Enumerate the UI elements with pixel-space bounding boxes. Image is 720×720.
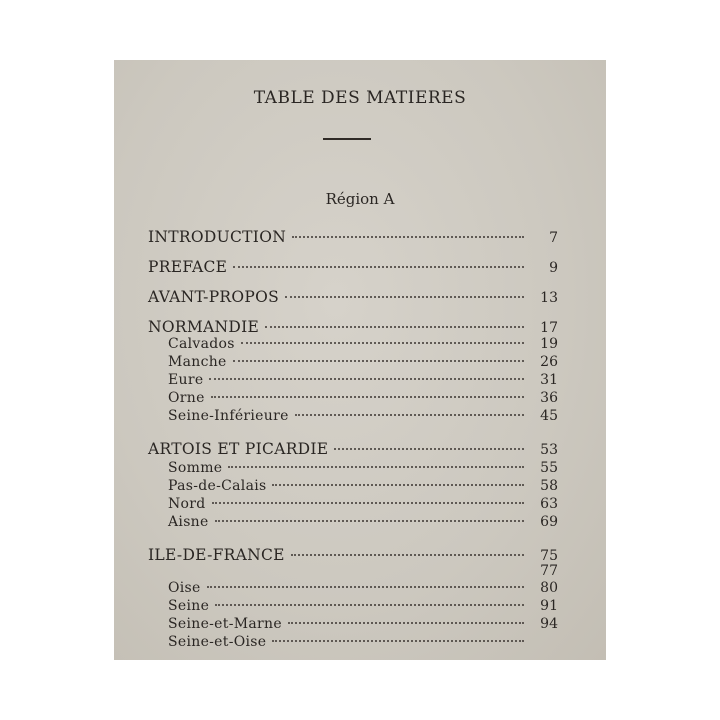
toc-entry-label: Somme bbox=[168, 460, 223, 476]
toc-page-number: 77 bbox=[540, 563, 558, 579]
toc-entry-label: Seine bbox=[168, 598, 210, 614]
toc-entry bbox=[148, 408, 558, 428]
toc-leader-dots bbox=[295, 414, 524, 416]
toc-page-number: 69 bbox=[540, 514, 558, 530]
toc-leader-dots bbox=[288, 622, 524, 624]
toc-leader-dots bbox=[265, 326, 524, 328]
toc-entry bbox=[148, 478, 558, 498]
toc-entry bbox=[148, 514, 558, 534]
toc-page-number: 45 bbox=[540, 408, 558, 424]
toc-page-number: 13 bbox=[540, 290, 558, 306]
toc-entry-label: AVANT-PROPOS bbox=[148, 288, 280, 306]
toc-page-number: 58 bbox=[540, 478, 558, 494]
toc-page-number: 36 bbox=[540, 390, 558, 406]
toc-entry-label: ILE-DE-FRANCE bbox=[148, 546, 285, 564]
toc-entry-label: Pas-de-Calais bbox=[168, 478, 267, 494]
toc-entry-label: Seine-et-Marne bbox=[168, 616, 282, 632]
toc-leader-dots bbox=[215, 520, 524, 522]
toc-entry bbox=[148, 598, 558, 618]
toc-page-number: 53 bbox=[540, 442, 558, 458]
toc-entry-label: Calvados bbox=[168, 336, 235, 352]
toc-leader-dots bbox=[207, 586, 524, 588]
toc-page-number: 7 bbox=[549, 230, 558, 246]
toc-entry-label: Oise bbox=[168, 580, 201, 596]
toc-leader-dots bbox=[233, 360, 524, 362]
toc-entry bbox=[148, 440, 558, 460]
toc-leader-dots bbox=[212, 502, 524, 504]
title-rule bbox=[323, 138, 371, 140]
toc-leader-dots bbox=[215, 604, 524, 606]
toc-page-number: 94 bbox=[540, 616, 558, 632]
toc-entry-label: NORMANDIE bbox=[148, 318, 260, 336]
toc-entry bbox=[148, 460, 558, 480]
toc-page-number: 31 bbox=[540, 372, 558, 388]
page-title: TABLE DES MATIERES bbox=[253, 88, 467, 108]
toc-entry-label: Seine-et-Oise bbox=[168, 634, 267, 650]
toc-page-number: 9 bbox=[549, 260, 558, 276]
toc-leader-dots bbox=[272, 640, 524, 642]
toc-entry-label: Eure bbox=[168, 372, 204, 388]
toc-entry-label: ARTOIS ET PICARDIE bbox=[148, 440, 329, 458]
toc-entry-label: Aisne bbox=[168, 514, 209, 530]
toc-page-number: 63 bbox=[540, 496, 558, 512]
toc-page-number: 55 bbox=[540, 460, 558, 476]
toc-entry bbox=[148, 496, 558, 516]
toc-entry bbox=[148, 336, 558, 356]
toc-entry bbox=[148, 616, 558, 636]
toc-entry-label: Orne bbox=[168, 390, 205, 406]
toc-entry bbox=[148, 228, 558, 248]
toc-page-number: 91 bbox=[540, 598, 558, 614]
toc-entry bbox=[148, 634, 558, 654]
toc-entry bbox=[148, 390, 558, 410]
region-heading: Région A bbox=[325, 190, 395, 208]
toc-entry-label: PREFACE bbox=[148, 258, 228, 276]
toc-leader-dots bbox=[292, 236, 524, 238]
toc-entry bbox=[148, 580, 558, 600]
toc-page-number: 17 bbox=[540, 320, 558, 336]
toc-entry-label: Seine-Inférieure bbox=[168, 408, 289, 424]
toc-leader-dots bbox=[228, 466, 524, 468]
toc-page-number: 26 bbox=[540, 354, 558, 370]
toc-entry bbox=[148, 318, 558, 338]
toc-page-number: 75 bbox=[540, 548, 558, 564]
toc-page-number: 19 bbox=[540, 336, 558, 352]
book-page bbox=[114, 60, 606, 660]
toc-entry bbox=[148, 372, 558, 392]
toc-leader-dots bbox=[233, 266, 524, 268]
toc-entry-label: Manche bbox=[168, 354, 227, 370]
toc-leader-dots bbox=[209, 378, 524, 380]
toc-leader-dots bbox=[285, 296, 524, 298]
toc-entry-label: INTRODUCTION bbox=[148, 228, 287, 246]
toc-entry bbox=[148, 258, 558, 278]
toc-entry-label: Nord bbox=[168, 496, 206, 512]
toc-leader-dots bbox=[211, 396, 524, 398]
toc-leader-dots bbox=[291, 554, 524, 556]
toc-leader-dots bbox=[272, 484, 524, 486]
toc-page-number: 80 bbox=[540, 580, 558, 596]
toc-leader-dots bbox=[241, 342, 524, 344]
toc-entry bbox=[148, 288, 558, 308]
toc-entry bbox=[148, 354, 558, 374]
toc-leader-dots bbox=[334, 448, 524, 450]
